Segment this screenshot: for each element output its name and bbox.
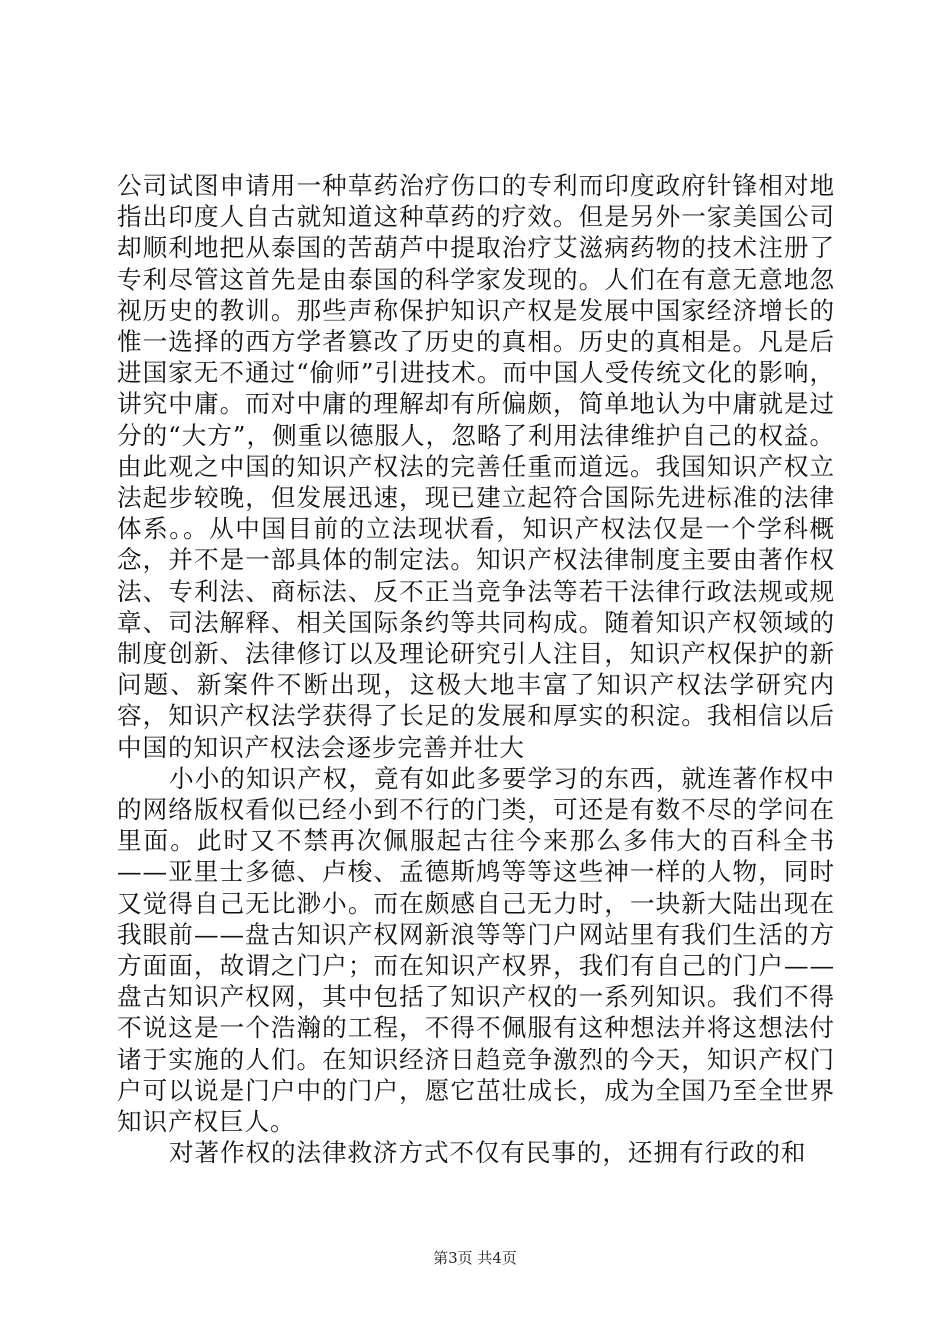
paragraph-2: 小小的知识产权，竟有如此多要学习的东西，就连著作权中的网络版权看似已经小到不行的门类，可还是有数不尽的学问在里面。此时又不禁再次佩服起古往今来那么多伟大的百科全书——亚里士多德、卢梭、孟德斯鸠等等这些神一样的人物，同时又觉得自己无比渺小。而在颇感自己无力时，一块新大陆出现在我眼前——盘古知识产权网新浪等等门户网站里有我们生活的方方面面，故谓之门户；而在知识产权界，我们有自己的门户——盘古知识产权网，其中包括了知识产权的一系列知识。我们不得不说这是一个浩瀚的工程，不得不佩服有这种想法并将这想法付诸于实施的人们。在知识经济日趋竞争激烈的今天，知识产权门户可以说是门户中的门户，愿它茁壮成长，成为全国乃至全世界知识产权巨人。 [117, 763, 835, 1137]
page-footer: 第3页 共4页 [433, 1249, 517, 1267]
paragraph-3: 对著作权的法律救济方式不仅有民事的，还拥有行政的和 [169, 1138, 807, 1168]
paragraph-1: 公司试图申请用一种草药治疗伤口的专利而印度政府针锋相对地指出印度人自古就知道这种草药的疗效。但是另外一家美国公司却顺利地把从泰国的苦葫芦中提取治疗艾滋病药物的技术注册了专利尽管这首先是由泰国的科学家发现的。人们在有意无意地忽视历史的教训。那些声称保护知识产权是发展中国家经济增长的惟一选择的西方学者篡改了历史的真相。历史的真相是。凡是后进国家无不通过“偷师”引进技术。而中国人受传统文化的影响，讲究中庸。而对中庸的理解却有所偏颇，简单地认为中庸就是过分的“大方”，侧重以德服人，忽略了利用法律维护自己的权益。由此观之中国的知识产权法的完善任重而道远。我国知识产权立法起步较晚，但发展迅速，现已建立起符合国际先进标准的法律体系。。从中国目前的立法现状看，知识产权法仅是一个学科概念，并不是一部具体的制定法。知识产权法律制度主要由著作权法、专利法、商标法、反不正当竞争法等若干法律行政法规或规章、司法解释、相关国际条约等共同构成。随着知识产权领域的制度创新、法律修订以及理论研究引人注目，知识产权保护的新问题、新案件不断出现，这极大地丰富了知识产权法学研究内容，知识产权法学获得了长足的发展和厚实的积淀。我相信以后中国的知识产权法会逐步完善并壮大 [117, 171, 835, 762]
document-body [117, 170, 835, 1169]
